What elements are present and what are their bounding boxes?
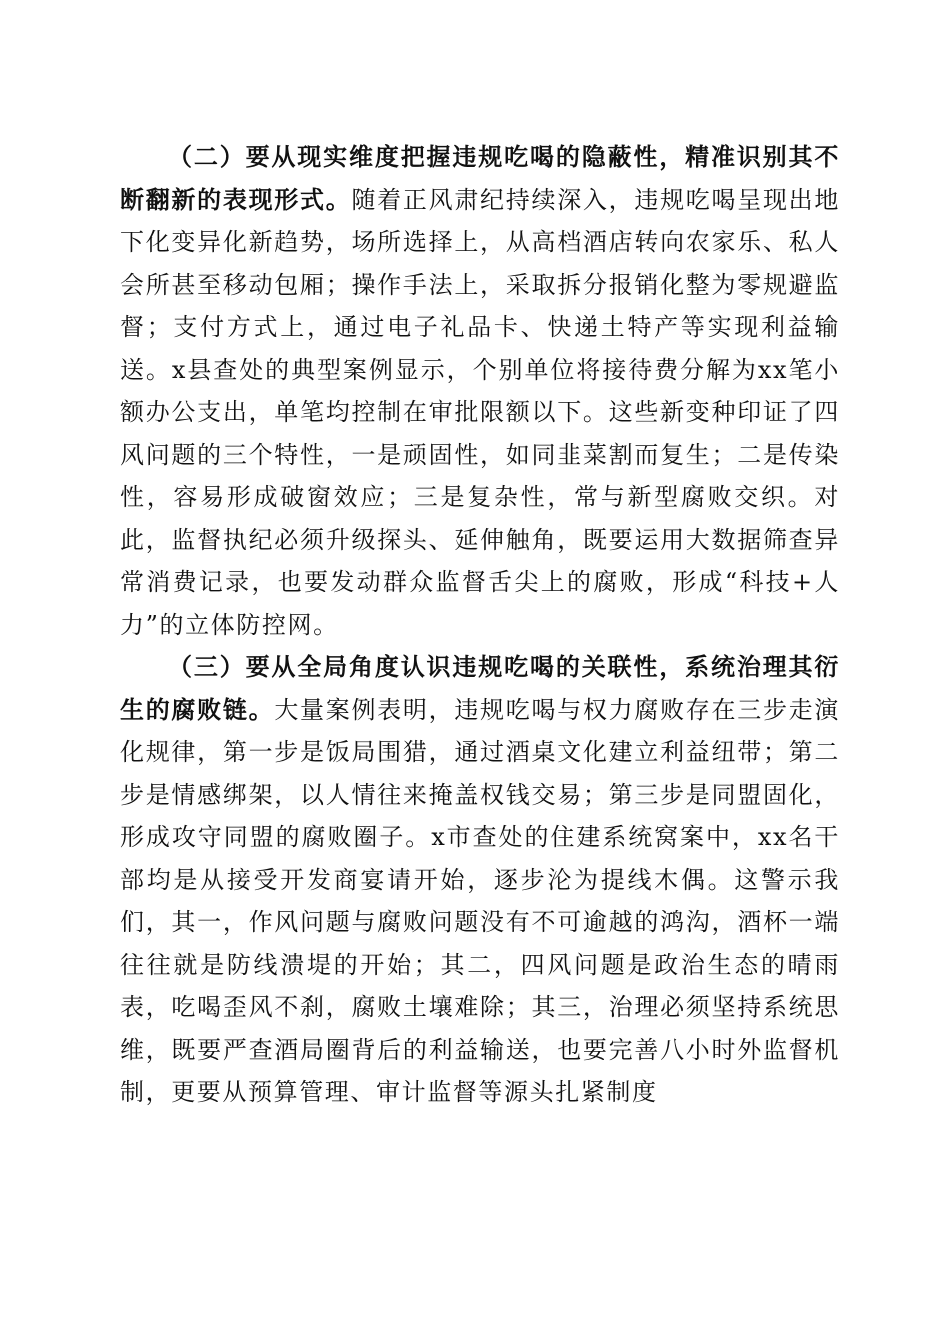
paragraph-three (120, 646, 840, 1114)
document-body (120, 136, 840, 1114)
paragraph-two-text: 随着正风肃纪持续深入，违规吃喝呈现出地下化变异化新趋势，场所选择上，从高档酒店转向农家乐、私人会所甚至移动包厢；操作手法上，采取拆分报销化整为零规避监督；支付方式上，通过电子礼品卡、快递土特产等实现利益输送。x县查处的典型案例显示，个别单位将接待费分解为xx笔小额办公支出，单笔均控制在审批限额以下。这些新变种印证了四风问题的三个特性，一是顽固性，如同韭菜割而复生；二是传染性，容易形成破窗效应；三是复杂性，常与新型腐败交织。对此，监督执纪必须升级探头、延伸触角，既要运用大数据筛查异常消费记录，也要发动群众监督舌尖上的腐败，形成“科技+人力”的立体防控网。 (120, 185, 840, 639)
paragraph-three-text: 大量案例表明，违规吃喝与权力腐败存在三步走演化规律，第一步是饭局围猎，通过酒桌文化建立利益纽带；第二步是情感绑架，以人情往来掩盖权钱交易；第三步是同盟固化，形成攻守同盟的腐败圈子。x市查处的住建系统窝案中，xx名干部均是从接受开发商宴请开始，逐步沦为提线木偶。这警示我们，其一，作风问题与腐败问题没有不可逾越的鸿沟，酒杯一端往往就是防线溃堤的开始；其二，四风问题是政治生态的晴雨表，吃喝歪风不刹，腐败土壤难除；其三，治理必须坚持系统思维，既要严查酒局圈背后的利益输送，也要完善八小时外监督机制，更要从预算管理、审计监督等源头扎紧制度 (120, 695, 840, 1106)
paragraph-two-heading: （二）要从现实维度把握违规吃喝的隐蔽性，精准识别其不断翻新的表现形式。 (120, 142, 840, 214)
paragraph-two (120, 136, 840, 646)
paragraph-three-heading: （三）要从全局角度认识违规吃喝的关联性，系统治理其衍生的腐败链。 (120, 652, 840, 724)
